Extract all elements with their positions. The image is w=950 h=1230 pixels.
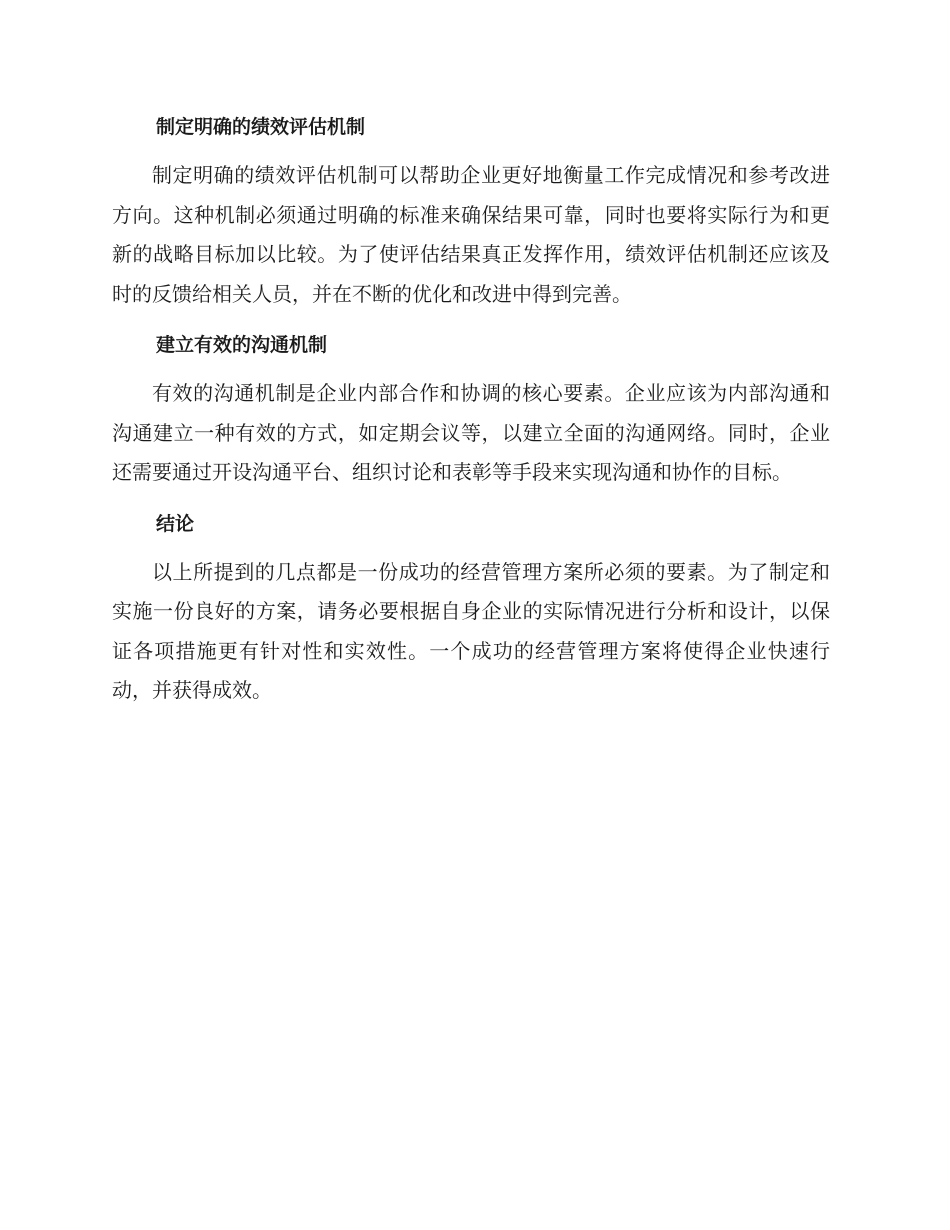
section-heading-performance-evaluation: 制定明确的绩效评估机制	[156, 116, 366, 138]
section-paragraph-communication: 有效的沟通机制是企业内部合作和协调的核心要素。企业应该为内部沟通和沟通建立一种有效的方式，如定期会议等，以建立全面的沟通网络。同时，企业还需要通过开设沟通平台、组织讨论和表彰等手段来实现沟通和协作的目标。	[112, 381, 830, 484]
document-page	[112, 108, 830, 723]
section-heading-conclusion: 结论	[156, 512, 195, 535]
section-paragraph-conclusion: 以上所提到的几点都是一份成功的经营管理方案所必须的要素。为了制定和实施一份良好的方案，请务必要根据自身企业的实际情况进行分析和设计，以保证各项措施更有针对性和实效性。一个成功的经营管理方案将使得企业快速行动，并获得成效。	[112, 559, 830, 702]
section-heading-communication: 建立有效的沟通机制	[156, 334, 328, 356]
section-paragraph-performance-evaluation: 制定明确的绩效评估机制可以帮助企业更好地衡量工作完成情况和参考改进方向。这种机制必须通过明确的标准来确保结果可靠，同时也要将实际行为和更新的战略目标加以比较。为了使评估结果真正发挥作用，绩效评估机制还应该及时的反馈给相关人员，并在不断的优化和改进中得到完善。	[112, 163, 830, 306]
